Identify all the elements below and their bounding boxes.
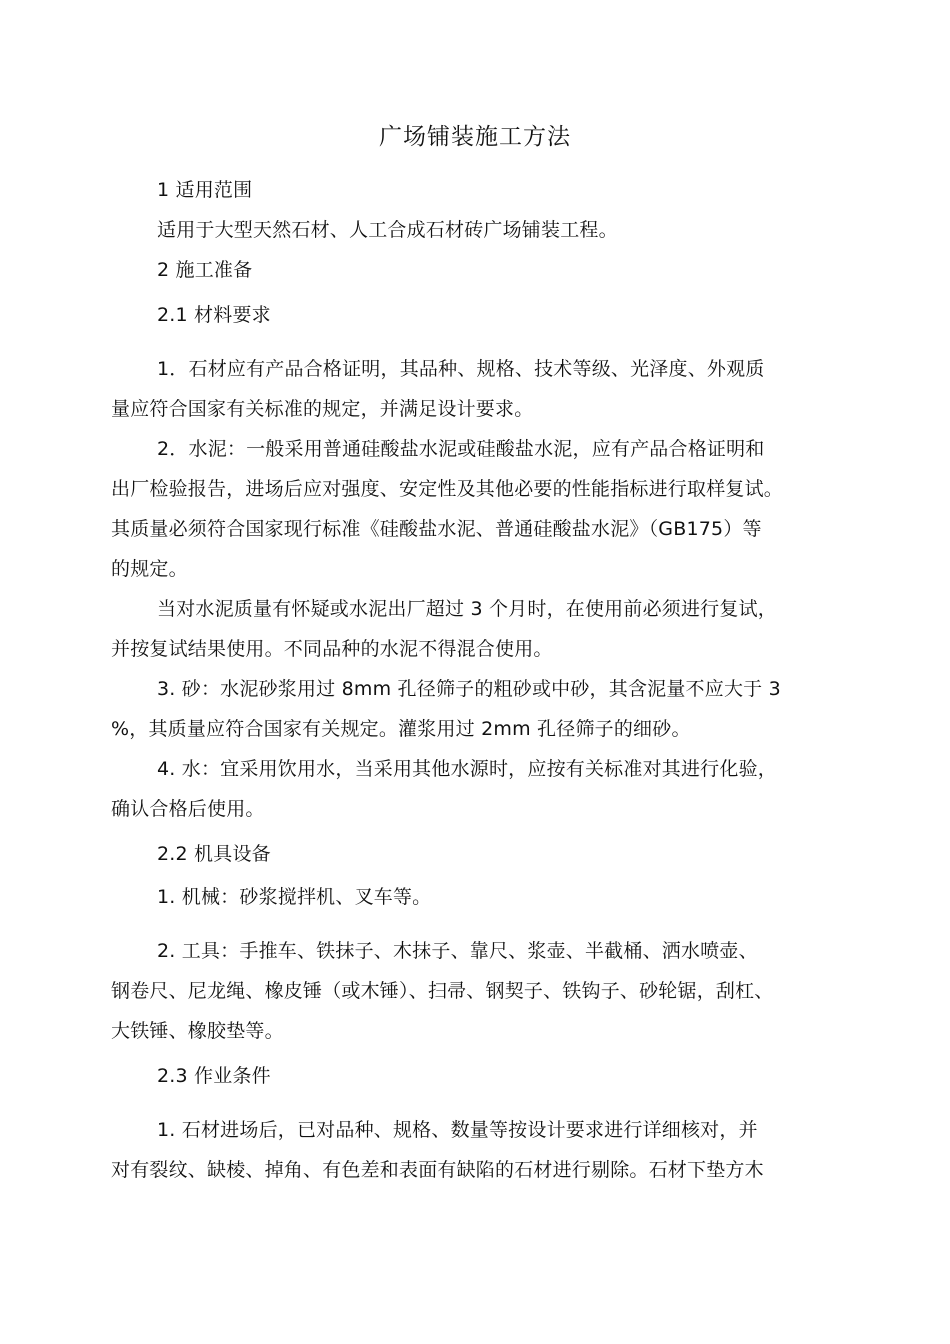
document-title: 广场铺装施工方法: [379, 124, 571, 150]
paragraph-line: 4. 水：宜采用饮用水，当采用其他水源时，应按有关标准对其进行化验，: [157, 758, 777, 780]
subsection-heading: 2.1 材料要求: [157, 304, 271, 326]
paragraph-line: 确认合格后使用。: [111, 798, 265, 820]
paragraph-line: 出厂检验报告，进场后应对强度、安定性及其他必要的性能指标进行取样复试。: [111, 478, 784, 500]
paragraph-line: 其质量必须符合国家现行标准《硅酸盐水泥、普通硅酸盐水泥》（GB175）等: [111, 518, 762, 540]
paragraph-line: 当对水泥质量有怀疑或水泥出厂超过 3 个月时，在使用前必须进行复试，: [157, 598, 777, 620]
paragraph-line: 2. 工具：手推车、铁抹子、木抹子、靠尺、浆壶、半截桶、洒水喷壶、: [157, 940, 758, 962]
paragraph-line: %，其质量应符合国家有关规定。灌浆用过 2mm 孔径筛子的细砂。: [111, 718, 691, 740]
paragraph-line: 钢卷尺、尼龙绳、橡皮锤（或木锤）、扫帚、钢契子、铁钩子、砂轮锯，刮杠、: [111, 980, 774, 1002]
paragraph-line: 1. 石材进场后，已对品种、规格、数量等按设计要求进行详细核对，并: [157, 1119, 758, 1141]
paragraph-line: 大铁锤、橡胶垫等。: [111, 1020, 284, 1042]
section-heading: 2 施工准备: [157, 259, 253, 281]
paragraph-line: 量应符合国家有关标准的规定，并满足设计要求。: [111, 398, 534, 420]
paragraph-line: 1．石材应有产品合格证明，其品种、规格、技术等级、光泽度、外观质: [157, 358, 765, 380]
paragraph-line: 1. 机械：砂浆搅拌机、叉车等。: [157, 886, 432, 908]
subsection-heading: 2.3 作业条件: [157, 1065, 271, 1087]
paragraph-line: 3. 砂：水泥砂浆用过 8mm 孔径筛子的粗砂或中砂，其含泥量不应大于 3: [157, 678, 781, 700]
section-heading: 1 适用范围: [157, 179, 253, 201]
paragraph-line: 对有裂纹、缺棱、掉角、有色差和表面有缺陷的石材进行剔除。石材下垫方木: [111, 1159, 764, 1181]
paragraph-line: 并按复试结果使用。不同品种的水泥不得混合使用。: [111, 638, 553, 660]
subsection-heading: 2.2 机具设备: [157, 843, 271, 865]
paragraph-line: 的规定。: [111, 558, 188, 580]
paragraph-line: 2．水泥：一般采用普通硅酸盐水泥或硅酸盐水泥，应有产品合格证明和: [157, 438, 765, 460]
paragraph-line: 适用于大型天然石材、人工合成石材砖广场铺装工程。: [157, 219, 618, 241]
